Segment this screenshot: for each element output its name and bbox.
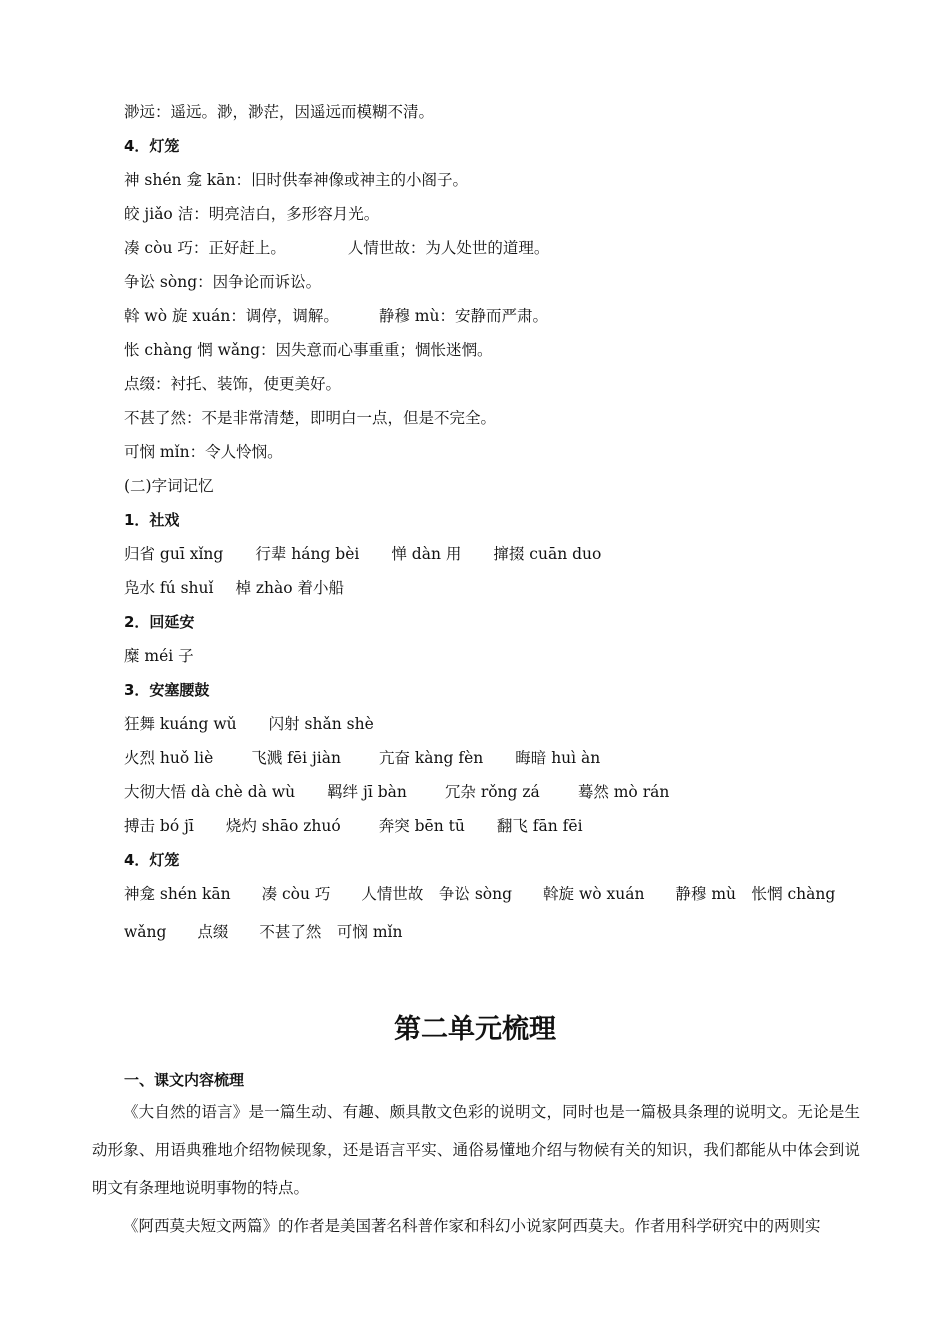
word-line xyxy=(124,747,632,769)
word-item: 大彻大悟 dà chè dà wù xyxy=(124,783,296,801)
section-heading: 一、课文内容梳理 xyxy=(124,1071,245,1089)
definition-item: 人情世故：为人处世的道理。 xyxy=(347,239,550,257)
definition-line: 可悯 mǐn：令人怜悯。 xyxy=(124,443,283,461)
word-item: 惮 dàn 用 xyxy=(391,545,462,563)
word-item: 飞溅 fēi jiàn xyxy=(251,749,341,767)
definition-line: 点缀：衬托、装饰，使更美好。 xyxy=(124,375,342,393)
lesson-heading: 2．回延安 xyxy=(124,613,195,631)
paragraph: 《大自然的语言》是一篇生动、有趣、颇具散文色彩的说明文，同时也是一篇极具条理的说明文。无论是生动形象、用语典雅地介绍物候现象，还是语言平实、通俗易懂地介绍与物候有关的知识，我们都能从中体会到说明文有条理地说明事物的特点。 xyxy=(92,1103,860,1197)
word-item: 烧灼 shāo zhuó xyxy=(225,817,341,835)
definition-line: 不甚了然：不是非常清楚，即明白一点，但是不完全。 xyxy=(124,409,497,427)
word-item: 行辈 háng bèi xyxy=(255,545,360,563)
definition-item: 斡 wò 旋 xuán：调停，调解。 xyxy=(124,307,339,325)
lesson-heading: 1．社戏 xyxy=(124,511,180,529)
word-line xyxy=(124,543,633,565)
definition-item: 静穆 mù：安静而严肃。 xyxy=(378,307,548,325)
word-item: 奔突 bēn tū xyxy=(378,817,465,835)
word-item: 火烈 huǒ liè xyxy=(124,749,214,767)
definition-line: 怅 chàng 惘 wǎng：因失意而心事重重；惆怅迷惘。 xyxy=(124,341,493,359)
subsection-heading: (二)字词记忆 xyxy=(124,477,214,495)
word-item: 亢奋 kàng fèn xyxy=(378,749,484,767)
lesson-heading: 3．安塞腰鼓 xyxy=(124,681,210,699)
word-item: 归省 guī xǐng xyxy=(124,545,224,563)
word-line: 糜 méi 子 xyxy=(124,647,194,665)
word-item: 棹 zhào 着小船 xyxy=(235,579,345,597)
definition-line: 神 shén 龛 kān：旧时供奉神像或神主的小阁子。 xyxy=(124,171,468,189)
word-line xyxy=(124,781,701,803)
word-item: 羁绊 jī bàn xyxy=(327,783,407,801)
word-line xyxy=(124,815,615,837)
paragraph: 《阿西莫夫短文两篇》的作者是美国著名科普作家和科幻小说家阿西莫夫。作者用科学研究中的两则实 xyxy=(123,1217,821,1235)
word-item: 冗杂 rǒng zá xyxy=(444,783,540,801)
definition-line: 皎 jiǎo 洁：明亮洁白，多形容月光。 xyxy=(124,205,380,223)
lantern-words: 神龛 shén kān 凑 còu 巧 人情世故 争讼 sòng 斡旋 wò xuán 静穆 mù 怅惘 chàng wǎng 点缀 不甚了然 可悯 mǐn xyxy=(124,885,836,941)
word-item: 翻飞 fān fēi xyxy=(496,817,583,835)
definition-item: 凑 còu 巧：正好赶上。 xyxy=(124,239,286,257)
definition-line: 渺远：遥远。渺，渺茫，因遥远而模糊不清。 xyxy=(124,103,435,121)
word-item: 凫水 fú shuǐ xyxy=(124,579,214,597)
word-item: 蓦然 mò rán xyxy=(577,783,670,801)
word-item: 晦暗 huì àn xyxy=(515,749,601,767)
word-line xyxy=(124,577,376,599)
lesson-heading: 4．灯笼 xyxy=(124,137,180,155)
word-item: 狂舞 kuáng wǔ xyxy=(124,715,237,733)
word-item: 闪射 shǎn shè xyxy=(268,715,374,733)
word-item: 搏击 bó jī xyxy=(124,817,194,835)
word-line xyxy=(124,713,406,735)
word-item: 撺掇 cuān duo xyxy=(493,545,602,563)
definition-line xyxy=(124,237,549,259)
unit-title: 第二单元梳理 xyxy=(394,1014,556,1045)
definition-line xyxy=(124,305,548,327)
definition-line: 争讼 sòng：因争论而诉讼。 xyxy=(124,273,322,291)
lesson-heading: 4．灯笼 xyxy=(124,851,180,869)
